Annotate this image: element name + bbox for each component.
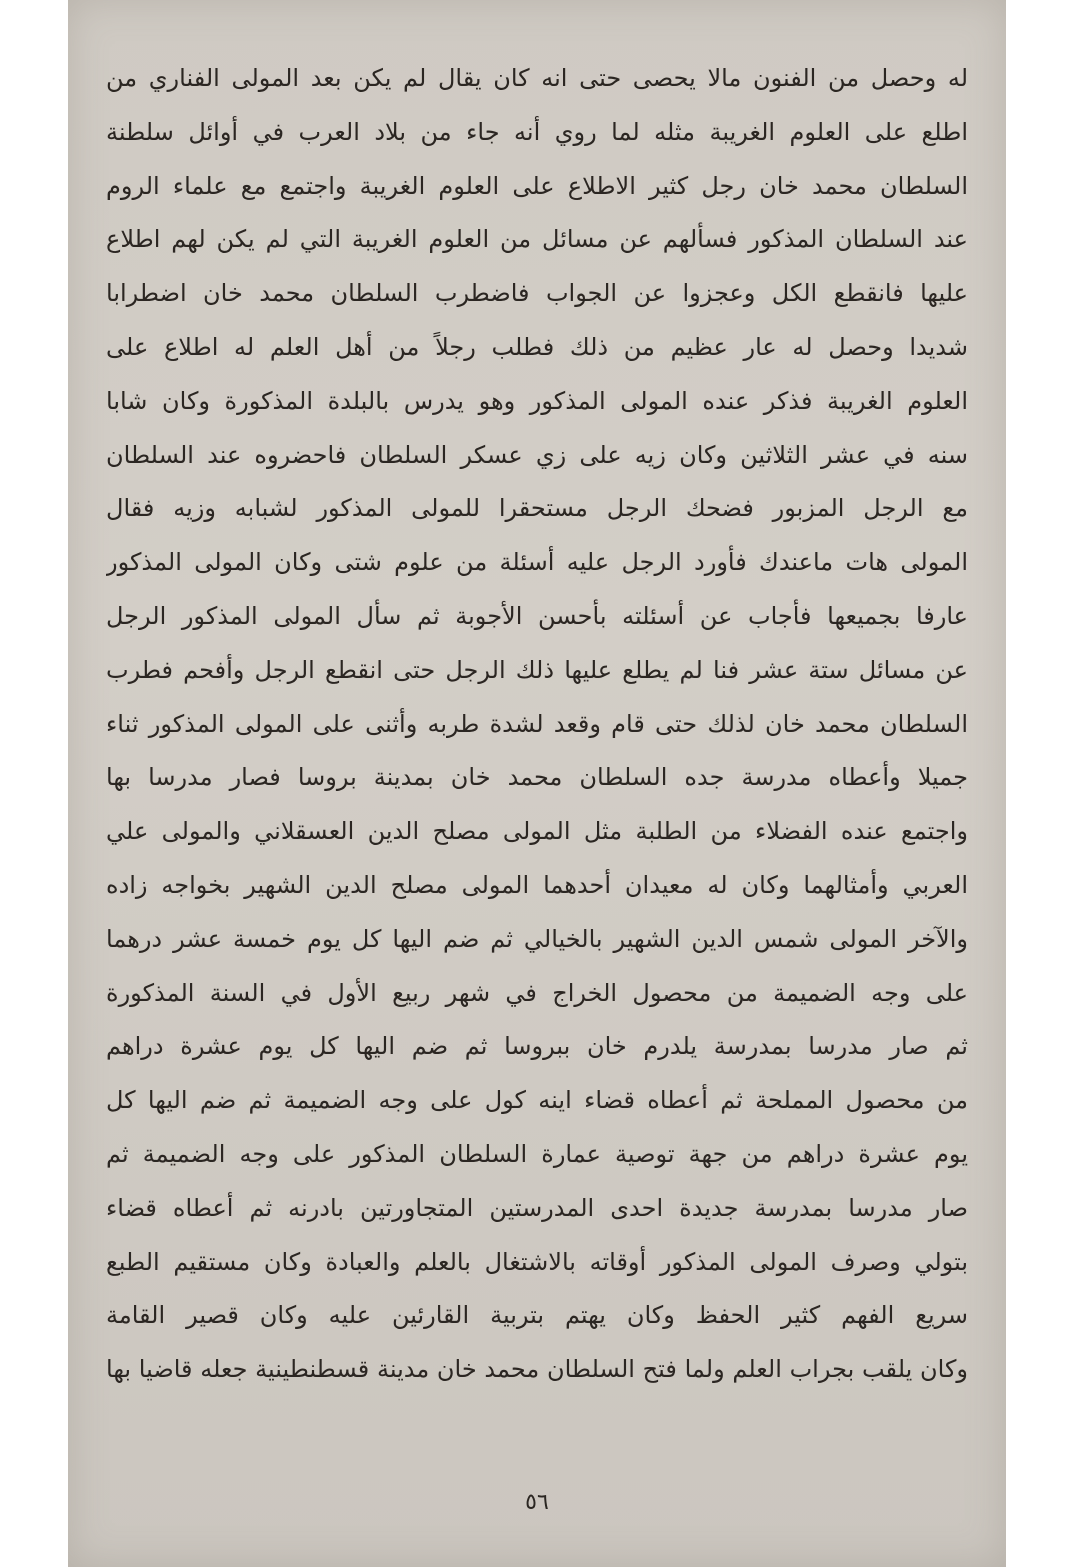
text-line: وكان يلقب بجراب العلم ولما فتح السلطان محمد خان مدينة قسطنطينية جعله قاضيا بها — [106, 1355, 968, 1384]
scanned-page — [68, 0, 1006, 1567]
text-line: السلطان محمد خان رجل كثير الاطلاع على العلوم الغريبة واجتمع مع علماء الروم — [106, 171, 968, 200]
text-line: العلوم الغريبة فذكر عنده المولى المذكور وهو يدرس بالبلدة المذكورة وكان شابا — [106, 386, 968, 415]
text-line: من محصول المملحة ثم أعطاه قضاء اينه كول على وجه الضميمة ثم ضم اليها كل — [106, 1086, 968, 1115]
text-line: سريع الفهم كثير الحفظ وكان يهتم بتربية القارئين عليه وكان قصير القامة — [106, 1301, 968, 1330]
page-number: ٥٦ — [525, 1490, 549, 1515]
text-line: سنه في عشر الثلاثين وكان زيه على زي عسكر السلطان فاحضروه عند السلطان — [106, 440, 968, 469]
text-line: اطلع على العلوم الغريبة مثله لما روي أنه جاء من بلاد العرب في أوائل سلطنة — [106, 117, 968, 146]
text-line: عن مسائل ستة عشر فنا لم يطلع عليها ذلك الرجل حتى انقطع الرجل وأفحم فطرب — [106, 655, 968, 684]
text-line: واجتمع عنده الفضلاء من الطلبة مثل المولى مصلح الدين العسقلاني والمولى علي — [106, 817, 968, 846]
text-line: ثم صار مدرسا بمدرسة يلدرم خان ببروسا ثم ضم اليها كل يوم عشرة دراهم — [106, 1032, 968, 1061]
text-line: له وحصل من الفنون مالا يحصى حتى انه كان يقال لم يكن بعد المولى الفناري من — [106, 64, 968, 92]
text-line: على وجه الضميمة من محصول الخراج في شهر ربيع الأول في السنة المذكورة — [106, 978, 968, 1007]
text-line: بتولي وصرف المولى المذكور أوقاته بالاشتغال بالعلم والعبادة وكان مستقيم الطبع — [106, 1247, 968, 1276]
text-line: عارفا بجميعها فأجاب عن أسئلته بأحسن الأجوبة ثم سأل المولى المذكور الرجل — [106, 601, 968, 630]
text-line: عند السلطان المذكور فسألهم عن مسائل من العلوم الغريبة التي لم يكن لهم اطلاع — [106, 225, 968, 254]
text-line: السلطان محمد خان لذلك حتى قام وقعد لشدة طربه وأثنى على المولى المذكور ثناء — [106, 709, 968, 738]
text-line: العربي وأمثالهما وكان له معيدان أحدهما المولى مصلح الدين الشهير بخواجه زاده — [106, 870, 968, 899]
text-line: عليها فانقطع الكل وعجزوا عن الجواب فاضطرب السلطان محمد خان اضطرابا — [106, 279, 968, 308]
page-body-text — [106, 52, 968, 1397]
text-line: جميلا وأعطاه مدرسة جده السلطان محمد خان بمدينة بروسا فصار مدرسا بها — [106, 763, 968, 792]
text-line: مع الرجل المزبور فضحك الرجل مستحقرا للمولى المذكور لشبابه وزيه فقال — [106, 494, 968, 523]
text-line: صار مدرسا بمدرسة جديدة احدى المدرستين المتجاورتين بادرنه ثم أعطاه قضاء — [106, 1193, 968, 1222]
text-line: المولى هات ماعندك فأورد الرجل عليه أسئلة من علوم شتى وكان المولى المذكور — [106, 548, 968, 577]
text-line: يوم عشرة دراهم من جهة توصية عمارة السلطان المذكور على وجه الضميمة ثم — [106, 1139, 968, 1168]
text-line: شديدا وحصل له عار عظيم من ذلك فطلب رجلاً من أهل العلم له اطلاع على — [106, 332, 968, 361]
text-line: والآخر المولى شمس الدين الشهير بالخيالي ثم ضم اليها كل يوم خمسة عشر درهما — [106, 924, 968, 953]
